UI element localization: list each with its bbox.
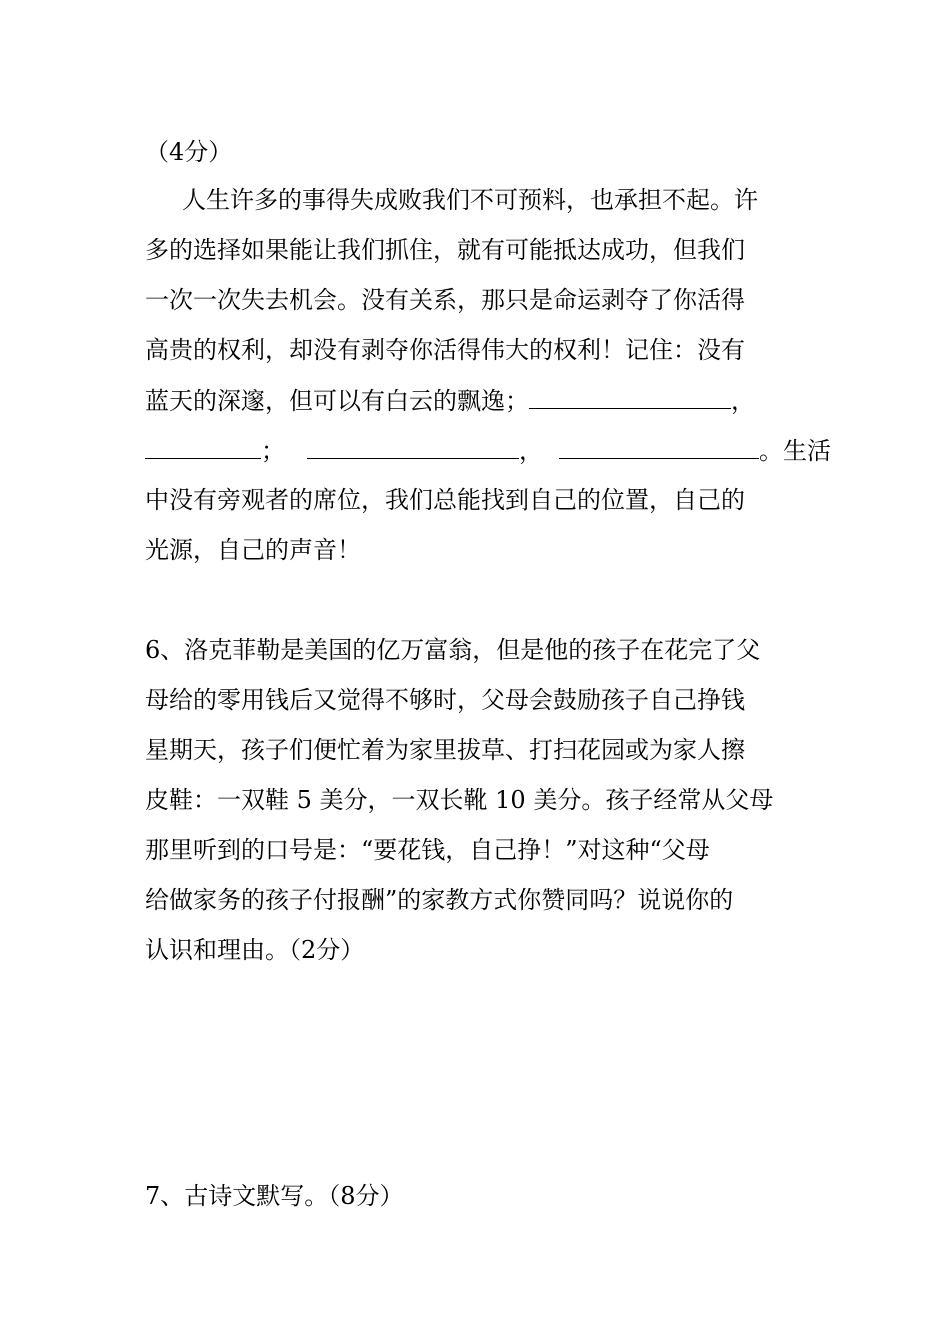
question-7-heading: 7、古诗文默写。（8分） xyxy=(145,1182,404,1210)
paragraph-line: 多的选择如果能让我们抓住，就有可能抵达成功，但我们 xyxy=(145,236,745,264)
paragraph-line: 高贵的权利，却没有剥夺你活得伟大的权利！记住：没有 xyxy=(145,336,745,364)
question-6-line: 6、洛克菲勒是美国的亿万富翁，但是他的孩子在花完了父 xyxy=(145,636,761,664)
answer-blank-1[interactable] xyxy=(529,384,731,409)
question-6-line: 星期天，孩子们便忙着为家里拔草、打扫花园或为家人擦 xyxy=(145,736,745,764)
question-6-line: 给做家务的孩子付报酬”的家教方式你赞同吗？说说你的 xyxy=(145,886,734,914)
paragraph-line: 人生许多的事得失成败我们不可预料，也承担不起。许 xyxy=(182,186,758,214)
paragraph-text: 。生活 xyxy=(759,437,831,465)
paragraph-line: 一次一次失去机会。没有关系，那只是命运剥夺了你活得 xyxy=(145,286,745,314)
punctuation: ， xyxy=(731,387,755,415)
fill-in-line xyxy=(145,384,810,416)
paragraph-line: 光源，自己的声音！ xyxy=(145,536,361,564)
answer-blank-4[interactable] xyxy=(559,434,759,459)
punctuation: ， xyxy=(519,437,543,465)
question-6-line: 认识和理由。（2分） xyxy=(145,936,365,964)
question-6-line: 母给的零用钱后又觉得不够时，父母会鼓励孩子自己挣钱 xyxy=(145,686,745,714)
fill-in-line xyxy=(145,434,831,466)
question-6-line: 那里听到的口号是：“要花钱，自己挣！”对这种“父母 xyxy=(145,836,710,864)
punctuation: ； xyxy=(261,437,285,465)
answer-blank-3[interactable] xyxy=(307,434,519,459)
paragraph-line: 中没有旁观者的席位，我们总能找到自己的位置，自己的 xyxy=(145,486,745,514)
answer-blank-2[interactable] xyxy=(145,434,261,459)
score-note: （4分） xyxy=(145,138,233,166)
paragraph-text: 蓝天的深邃，但可以有白云的飘逸； xyxy=(145,387,529,415)
question-6-line: 皮鞋：一双鞋 5 美分，一双长靴 10 美分。孩子经常从父母 xyxy=(145,786,774,814)
